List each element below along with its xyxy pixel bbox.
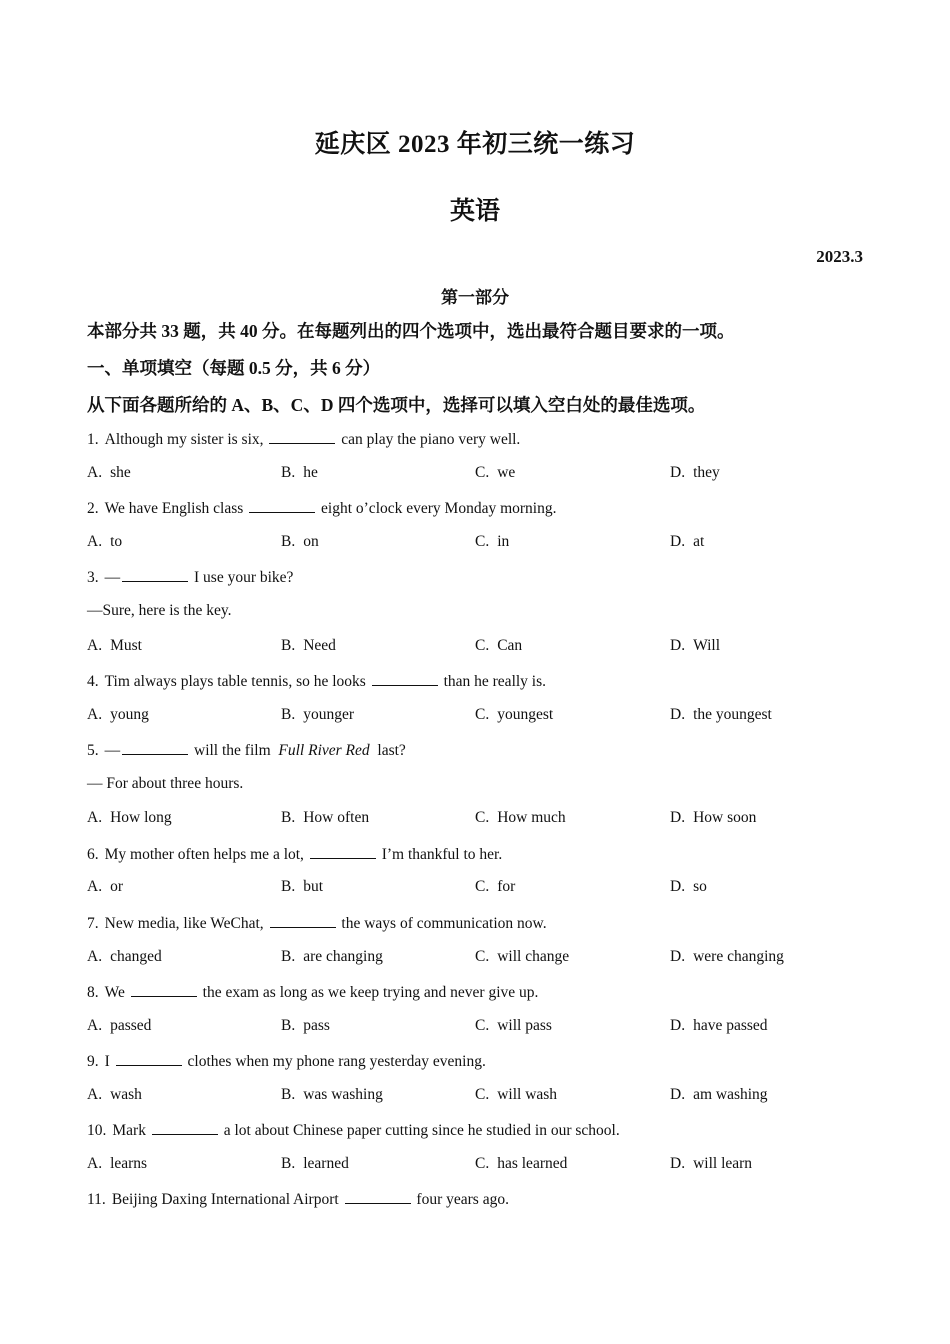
option-d: D. am washing [670, 1086, 768, 1103]
option-a: A. passed [87, 1017, 152, 1034]
question-8 [87, 982, 538, 1002]
question-number: 10. [87, 1122, 107, 1139]
option-a: A. young [87, 706, 149, 723]
option-b: B. younger [281, 706, 355, 723]
option-b: B. How often [281, 809, 370, 826]
question-text-after: will the film [194, 742, 271, 759]
answer-blank [131, 982, 197, 997]
option-c: C. will pass [475, 1017, 552, 1034]
option-c: C. will change [475, 948, 570, 965]
question-number: 9. [87, 1053, 99, 1070]
option-a: A. How long [87, 809, 172, 826]
option-d: D. so [670, 878, 707, 895]
option-d: D. they [670, 464, 720, 481]
answer-blank [310, 844, 376, 859]
option-d: D. Will [670, 637, 721, 654]
question-text-before: Tim always plays table tennis, so he looks [104, 673, 366, 690]
question-3-reply: —Sure, here is the key. [87, 602, 232, 619]
option-a: A. Must [87, 637, 142, 654]
question-text-after: the exam as long as we keep trying and never give up. [202, 984, 539, 1001]
question-number: 5. [87, 742, 99, 759]
question-text-before: New media, like WeChat, [104, 915, 264, 932]
question-number: 7. [87, 915, 99, 932]
question-5 [87, 740, 406, 760]
answer-blank [249, 498, 315, 513]
question-number: 3. [87, 569, 99, 586]
question-text-after: clothes when my phone rang yesterday evening. [187, 1053, 486, 1070]
answer-blank [152, 1120, 218, 1135]
option-c: C. in [475, 533, 510, 550]
answer-blank [345, 1189, 411, 1204]
question-6 [87, 844, 502, 864]
question-text-after: I use your bike? [194, 569, 294, 586]
question-7 [87, 913, 547, 933]
question-2 [87, 498, 556, 518]
question-3 [87, 567, 293, 587]
section-heading: 一、单项填空（每题 0.5 分，共 6 分） [87, 358, 381, 378]
option-d: D. at [670, 533, 705, 550]
section-direction: 从下面各题所给的 A、B、C、D 四个选项中，选择可以填入空白处的最佳选项。 [87, 395, 706, 415]
option-c: C. for [475, 878, 516, 895]
question-9 [87, 1051, 486, 1071]
question-1 [87, 429, 520, 449]
question-text-before: Mark [112, 1122, 146, 1139]
option-b: B. he [281, 464, 318, 481]
answer-blank [122, 567, 188, 582]
option-a: A. to [87, 533, 123, 550]
option-c: C. Can [475, 637, 523, 654]
option-a: A. she [87, 464, 131, 481]
question-text-before: My mother often helps me a lot, [104, 846, 304, 863]
option-b: B. but [281, 878, 324, 895]
question-text-after: eight o’clock every Monday morning. [321, 500, 557, 517]
question-text-before: We [104, 984, 125, 1001]
question-number: 2. [87, 500, 99, 517]
question-text-before: Beijing Daxing International Airport [111, 1191, 339, 1208]
question-number: 11. [87, 1191, 106, 1208]
answer-blank [270, 913, 336, 928]
question-number: 1. [87, 431, 99, 448]
option-b: B. pass [281, 1017, 330, 1034]
option-c: C. youngest [475, 706, 554, 723]
question-text-after: a lot about Chinese paper cutting since he studied in our school. [223, 1122, 620, 1139]
question-4 [87, 671, 546, 691]
option-b: B. are changing [281, 948, 383, 965]
question-5-reply: — For about three hours. [87, 775, 244, 792]
option-d: D. will learn [670, 1155, 753, 1172]
answer-blank [269, 429, 335, 444]
option-d: D. How soon [670, 809, 757, 826]
option-b: B. learned [281, 1155, 349, 1172]
part-heading: 第一部分 [441, 288, 509, 307]
option-c: C. we [475, 464, 516, 481]
answer-blank [116, 1051, 182, 1066]
option-d: D. the youngest [670, 706, 772, 723]
option-c: C. How much [475, 809, 566, 826]
question-text-end: last? [377, 742, 406, 759]
question-text-after: the ways of communication now. [341, 915, 547, 932]
question-text-before: — [104, 569, 121, 586]
exam-date: 2023.3 [816, 247, 863, 266]
option-a: A. or [87, 878, 123, 895]
answer-blank [372, 671, 438, 686]
question-text-before: Although my sister is six, [104, 431, 264, 448]
answer-blank [122, 740, 188, 755]
option-b: B. was washing [281, 1086, 383, 1103]
question-text-after: can play the piano very well. [341, 431, 521, 448]
option-c: C. has learned [475, 1155, 568, 1172]
option-a: A. wash [87, 1086, 142, 1103]
option-c: C. will wash [475, 1086, 558, 1103]
option-d: D. were changing [670, 948, 784, 965]
option-b: B. Need [281, 637, 336, 654]
question-number: 6. [87, 846, 99, 863]
question-11 [87, 1189, 509, 1209]
question-10 [87, 1120, 620, 1140]
option-a: A. learns [87, 1155, 148, 1172]
question-text-before: We have English class [104, 500, 244, 517]
option-d: D. have passed [670, 1017, 768, 1034]
question-number: 8. [87, 984, 99, 1001]
question-text-before: — [104, 742, 121, 759]
overall-instructions: 本部分共 33 题，共 40 分。在每题列出的四个选项中，选出最符合题目要求的一项。 [87, 321, 735, 341]
option-a: A. changed [87, 948, 162, 965]
question-text-after: than he really is. [443, 673, 547, 690]
question-text-after: I’m thankful to her. [381, 846, 503, 863]
subject-title: 英语 [449, 198, 500, 225]
question-number: 4. [87, 673, 99, 690]
question-text-before: I [104, 1053, 110, 1070]
film-title: Full River Red [278, 742, 370, 759]
option-b: B. on [281, 533, 319, 550]
question-text-after: four years ago. [416, 1191, 509, 1208]
exam-title: 延庆区 2023 年初三统一练习 [314, 131, 636, 158]
